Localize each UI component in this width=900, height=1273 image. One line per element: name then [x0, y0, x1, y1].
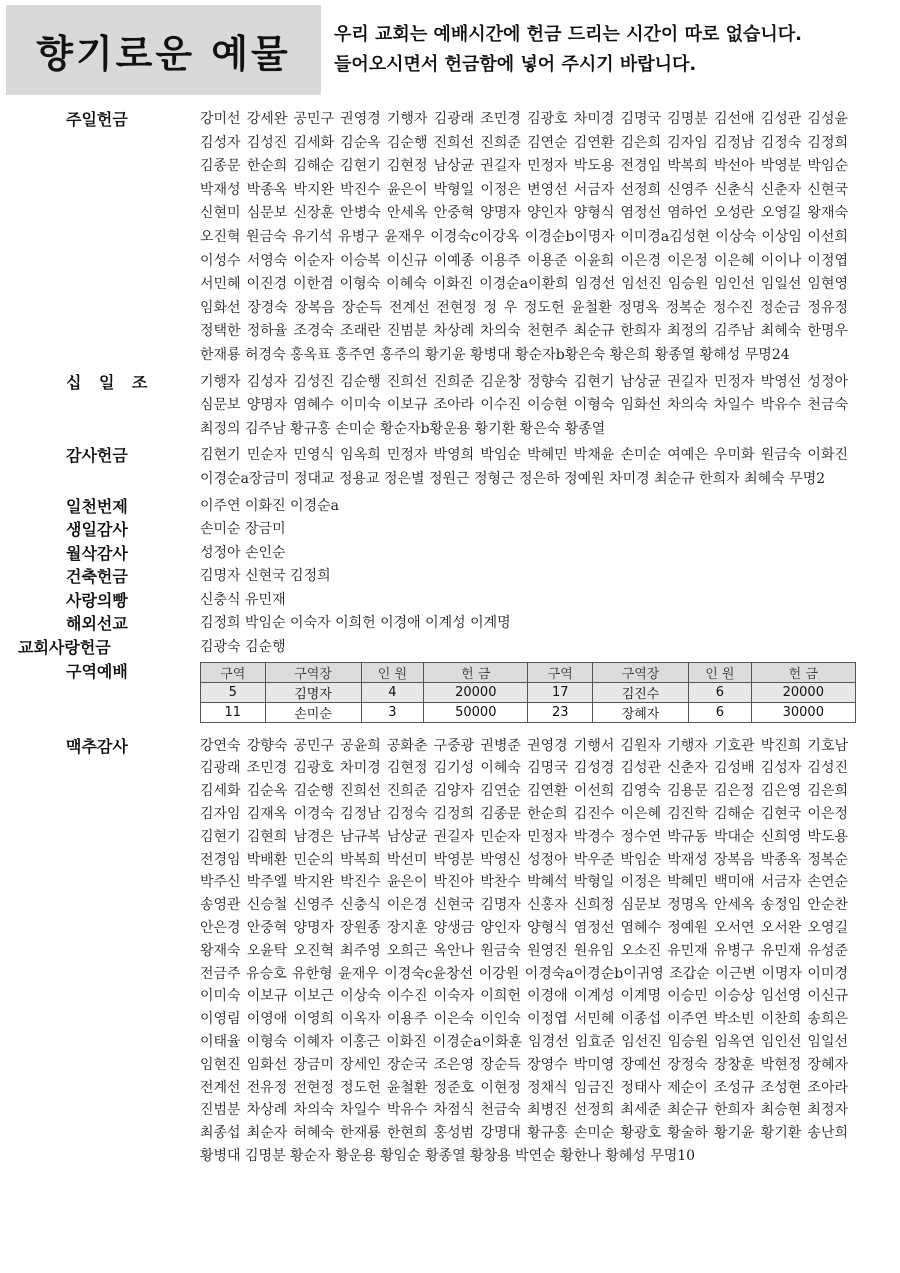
section-label: 주일헌금	[66, 110, 128, 129]
table-cell: 5	[201, 682, 266, 702]
name-list: 기행자 김성자 김성진 김순행 진희선 진희준 김운창 정향숙 김현기 남상균 권길자 민정자 박영선 성정아 심문보 양명자 염혜수 이미숙 이보규 조아라 이수진 이승현 이형숙 임화선 차의숙 차일수 박유수 천금숙 최정의 김주남 황규홍 손미순 황순자b황운용 황기환 황은숙 황종열	[200, 373, 848, 437]
name-list: 김명자 신현국 김정희	[200, 568, 331, 585]
table-cell: 20000	[424, 682, 528, 702]
header-cell: 인 원	[689, 662, 751, 682]
table-cell: 손미순	[265, 702, 361, 722]
table-cell: 23	[528, 702, 593, 722]
section-label: 해외선교	[66, 614, 128, 634]
name-list: 김광숙 김순행	[200, 639, 286, 656]
table-cell: 6	[689, 702, 751, 722]
page-header	[0, 0, 900, 96]
section-church-love-offering	[0, 636, 900, 660]
section-label: 십 일 조	[66, 372, 154, 392]
section-label: 구역예배	[66, 661, 128, 681]
section-overseas-mission	[0, 612, 900, 636]
section-label: 맥추감사	[66, 736, 128, 756]
name-list: 강미선 강세완 공민구 권영경 기행자 김광래 조민경 김광호 차미경 김명국 김명분 김선애 김성관 김성윤 김성자 김성진 김세화 김순옥 김순행 진희선 진희준 김연순 김연환 김은희 김자임 김정남 김정숙 김정희 김종문 한순희 김해순 김현기 김현정 남상균 권길자 민정자 박도용 전경임 박복희 박선아 박영분 박임순 박재성 박종옥 박지완 박진수 윤은이 박형일 이정은 변영선 서금자 선정희 신영주 신춘식 신춘자 신현국 신현미 심문보 신장훈 안병숙 안세옥 안중혁 양명자 양인자 양형식 염정선 염하언 오성란 오영길 왕재숙 오진혁 원금숙 유기석 유병구 윤재우 이경숙c이강옥 이경순b이명자 이미경a김성현 이상숙 이상임 이선희 이성수 서영숙 이순자 이승복 이신규 이예종 이용주 이용준 이윤희 이은경 이은정 이은혜 이이나 이정엽 서민혜 이진경 이한겸 이형숙 이혜숙 이화진 이경순a이환희 임경선 임선진 임승원 임인선 임일선 임현영 임화선 장경숙 장복음 장순득 전계선 전현정 정 우 정도헌 윤철환 정명옥 정복순 정수진 정순금 정유정 정택한 정하율 조경숙 조래란 진범분 차상례 차의숙 천현주 최순규 한희자 최정의 김주남 최혜숙 한명우 한재룡 허경숙 홍옥표 홍주연 홍주의 황기윤 황병대 황순자b황은숙 황은희 황종열 황해성 무명24	[200, 111, 848, 363]
section-building-offering	[0, 565, 900, 589]
name-list: 신충식 유민재	[200, 591, 286, 608]
table-row	[201, 682, 856, 702]
section-tithe	[0, 371, 900, 442]
offering-sections	[0, 108, 900, 1171]
title-box	[6, 5, 321, 95]
section-label: 생일감사	[66, 520, 128, 540]
header-cell: 구역장	[265, 662, 361, 682]
header-cell: 인 원	[361, 662, 423, 682]
section-label: 감사헌금	[66, 446, 128, 466]
table-cell: 50000	[424, 702, 528, 722]
section-birthday-thanks	[0, 518, 900, 542]
table-cell: 장혜자	[592, 702, 688, 722]
section-monthly-thanks	[0, 542, 900, 566]
table-cell: 4	[361, 682, 423, 702]
section-label: 사랑의빵	[66, 590, 128, 610]
section-label: 월삭감사	[66, 543, 128, 563]
table-cell: 3	[361, 702, 423, 722]
section-district-worship	[0, 660, 900, 723]
table-cell: 6	[689, 682, 751, 702]
section-label: 건축헌금	[66, 567, 128, 587]
notice-line-1: 우리 교회는 예배시간에 헌금 드리는 시간이 따로 없습니다.	[334, 24, 803, 45]
section-thousandth-offering	[0, 495, 900, 519]
header-cell: 구역	[528, 662, 593, 682]
table-cell: 김명자	[265, 682, 361, 702]
table-cell: 17	[528, 682, 593, 702]
name-list: 김정희 박임순 이숙자 이희헌 이경애 이계성 이계명	[200, 615, 511, 632]
name-list: 손미순 장금미	[200, 521, 286, 538]
name-list: 강연숙 강향숙 공민구 공윤희 공화춘 구중광 권병준 권영경 기행서 김원자 기행자 기호관 박진희 기호남 김광래 조민경 김광호 차미경 김현정 김기성 이혜숙 김명국 김성경 김성관 신춘자 김성배 김성자 김성진 김세화 김순옥 김순행 진희선 진희준 김양자 김연순 김연환 이선희 김영숙 김용문 김은정 김은영 김은희 김자임 김재옥 이경숙 김정남 김정숙 김정희 김종문 한순희 김진수 이은혜 김진학 김해순 김현국 이은정 김현기 김현희 남경은 남규복 남상균 권길자 민순자 민정자 박경수 정수연 박규동 박대순 신희영 박도용 전경임 박배환 민순의 박복희 박선미 박영분 박영신 성정아 박우준 박임순 박재성 장복음 박종옥 정복순 박주신 박주엘 박지완 박진수 윤은이 박진아 박찬수 박혜석 박형일 이정은 박혜민 백미애 서금자 손연순 송영관 신승철 신영주 신충식 이은경 신현국 김명자 신홍자 신희정 심문보 정명옥 안세옥 송정임 안순찬 안은경 안중혁 양명자 장원종 장지훈 양생금 양인자 양형식 염정선 염혜수 정예원 오서연 오서완 오영길 왕재숙 오윤탁 오진혁 최주영 오희근 옥안나 원금숙 원영진 원유임 오소진 유민재 유병구 유민재 유성준 전금주 유승호 유한형 윤재우 이경숙c윤창선 이강원 이경숙a이경순b이귀영 조갑순 이근변 이명자 이미경 이미숙 이보규 이보근 이상숙 이수진 이숙자 이희헌 이경애 이계성 이계명 이승민 이승상 임선영 이신규 이영림 이영애 이영희 이옥자 이용주 이은숙 이인숙 이정엽 서민혜 이종섭 이주연 박소빈 이찬희 송희은 이태율 이형숙 이혜자 이홍근 이화진 이경순a이화훈 임경선 임효준 임선진 임승원 임옥연 임인선 임일선 임현진 임화선 장금미 장세인 장순국 조은영 장순득 장영수 박미영 장예선 장정숙 장창훈 박현정 장혜자 전계선 전유정 전현정 정도헌 윤철환 정준호 이현정 정채식 임금진 정태사 제순이 조성규 조성현 조아라 진범분 차상례 차의숙 차일수 박유수 차점식 천금숙 최병진 선정희 최세준 최순규 한희자 최승현 최정자 최종섭 최순자 허혜숙 한재룡 한현희 홍성범 강명대 황규홍 손미순 황광호 황술하 황기윤 황기환 송난희 황병대 김명분 황순자 황운용 황임순 황종열 황창용 박연순 황한나 황혜성 무명10	[200, 737, 848, 1164]
section-thanks-offering	[0, 444, 900, 491]
name-list: 성정아 손인순	[200, 544, 286, 561]
header-cell: 헌 금	[424, 662, 528, 682]
table-cell: 11	[201, 702, 266, 722]
offering-notice	[334, 20, 894, 80]
header-cell: 헌 금	[751, 662, 855, 682]
header-cell: 구역	[201, 662, 266, 682]
table-cell: 30000	[751, 702, 855, 722]
district-table-header	[201, 662, 856, 682]
header-cell: 구역장	[592, 662, 688, 682]
page-title: 향기로운 예물	[36, 31, 291, 76]
name-list: 김현기 민순자 민영식 임옥희 민정자 박영희 박임순 박혜민 박채윤 손미순 여예은 우미화 원금숙 이화진 이경순a장금미 정대교 정용교 정은별 정원근 정형근 정은하 정예원 차미경 최순규 한희자 최혜숙 무명2	[200, 447, 848, 487]
section-wheat-harvest-thanks	[0, 735, 900, 1168]
table-row	[201, 702, 856, 722]
district-table	[200, 662, 856, 723]
section-sunday-offering	[0, 108, 900, 368]
section-label: 교회사랑헌금	[18, 638, 111, 658]
table-cell: 20000	[751, 682, 855, 702]
table-cell: 김진수	[592, 682, 688, 702]
section-love-bread	[0, 589, 900, 613]
name-list: 이주연 이화진 이경순a	[200, 497, 339, 514]
notice-line-2: 들어오시면서 헌금함에 넣어 주시기 바랍니다.	[334, 54, 697, 75]
section-label: 일천번제	[66, 496, 128, 516]
